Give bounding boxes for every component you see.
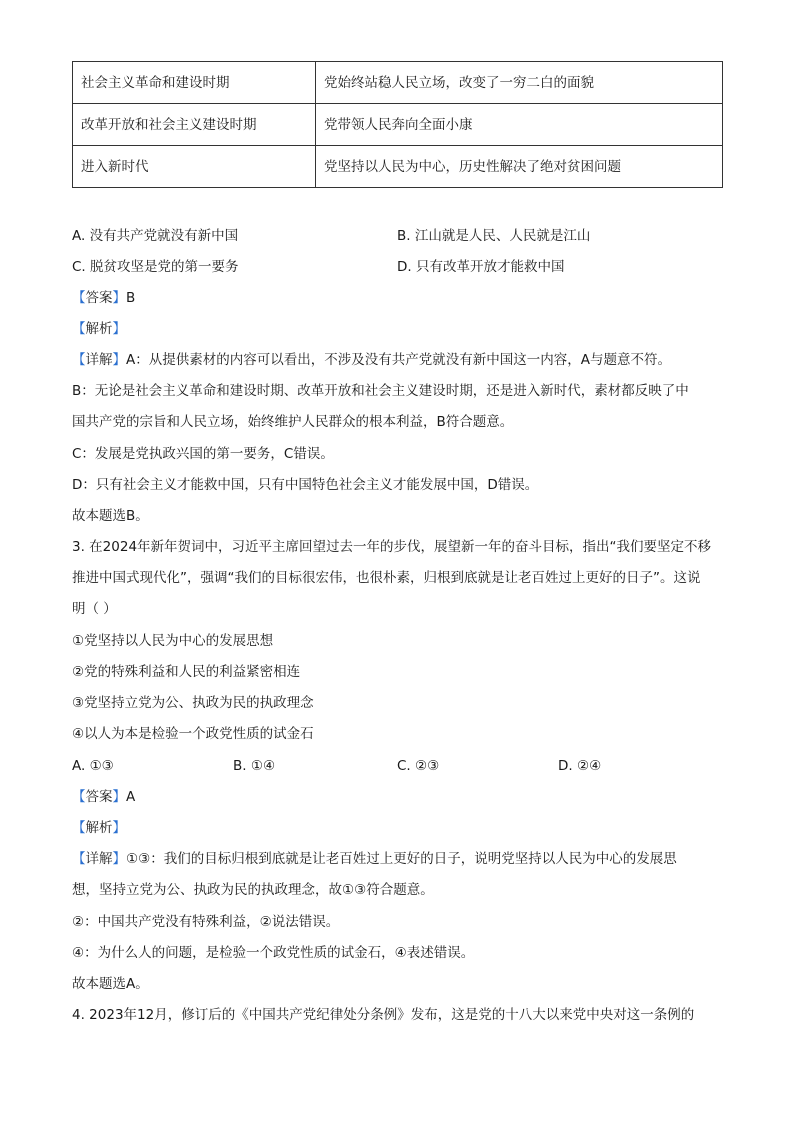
- table-cell-desc: 党带领人民奔向全面小康: [316, 104, 723, 146]
- q3-item: ①党坚持以人民为中心的发展思想: [72, 633, 274, 649]
- analysis-label: 解析: [85, 820, 113, 836]
- q2-option-c: C. 脱贫攻坚是党的第一要务: [72, 259, 239, 275]
- table-cell-desc: 党始终站稳人民立场，改变了一穷二白的面貌: [316, 62, 723, 104]
- q2-detail-line: 【详解】A：从提供素材的内容可以看出，不涉及没有共产党就没有新中国这一内容，A与题意不符。: [72, 352, 671, 368]
- q3-option-a: A. ①③: [72, 758, 114, 774]
- q3-item: ③党坚持立党为公、执政为民的执政理念: [72, 695, 314, 711]
- q3-detail-line: ②：中国共产党没有特殊利益，②说法错误。: [72, 914, 340, 930]
- table-cell-period: 进入新时代: [73, 146, 316, 188]
- detail-text: ①③：我们的目标归根到底就是让老百姓过上更好的日子，说明党坚持以人民为中心的发展思: [126, 851, 677, 867]
- answer-value: B: [126, 290, 136, 306]
- q2-detail-line: B：无论是社会主义革命和建设时期、改革开放和社会主义建设时期，还是进入新时代，素材都反映了中: [72, 383, 689, 399]
- q3-option-d: D. ②④: [558, 758, 602, 774]
- q3-conclusion: 故本题选A。: [72, 976, 149, 992]
- q3-item: ④以人为本是检验一个政党性质的试金石: [72, 726, 314, 742]
- table-row: [73, 62, 723, 104]
- q2-answer: 【答案】B: [72, 290, 136, 306]
- analysis-label: 解析: [85, 321, 113, 337]
- q3-option-c: C. ②③: [397, 758, 440, 774]
- q3-option-b: B. ①④: [233, 758, 276, 774]
- q2-option-b: B. 江山就是人民、人民就是江山: [397, 228, 591, 244]
- q2-option-a: A. 没有共产党就没有新中国: [72, 228, 239, 244]
- table-row: [73, 104, 723, 146]
- q3-detail-line: 【详解】①③：我们的目标归根到底就是让老百姓过上更好的日子，说明党坚持以人民为中心的发展思: [72, 851, 677, 867]
- q3-stem-line: 推进中国式现代化”，强调“我们的目标很宏伟，也很朴素，归根到底就是让老百姓过上更好的日子”。这说: [72, 570, 701, 586]
- answer-value: A: [126, 789, 136, 805]
- table-cell-period: 改革开放和社会主义建设时期: [73, 104, 316, 146]
- q3-stem-line: 3. 在2024年新年贺词中，习近平主席回望过去一年的步伐，展望新一年的奋斗目标，指出“我们要坚定不移: [72, 539, 712, 555]
- table-cell-period: 社会主义革命和建设时期: [73, 62, 316, 104]
- q2-detail-line: C：发展是党执政兴国的第一要务，C错误。: [72, 446, 334, 462]
- q2-detail-line: D：只有社会主义才能救中国，只有中国特色社会主义才能发展中国，D错误。: [72, 477, 539, 493]
- answer-label: 答案: [85, 789, 113, 805]
- q2-conclusion: 故本题选B。: [72, 508, 149, 524]
- q3-answer: 【答案】A: [72, 789, 136, 805]
- detail-text: A：从提供素材的内容可以看出，不涉及没有共产党就没有新中国这一内容，A与题意不符。: [126, 352, 671, 368]
- detail-label: 详解: [85, 352, 113, 368]
- q2-option-d: D. 只有改革开放才能救中国: [397, 259, 565, 275]
- q3-item: ②党的特殊利益和人民的利益紧密相连: [72, 664, 301, 680]
- table-row: [73, 146, 723, 188]
- detail-label: 详解: [85, 851, 113, 867]
- q3-detail-line: 想，坚持立党为公、执政为民的执政理念，故①③符合题意。: [72, 882, 434, 898]
- periods-table: [72, 61, 723, 188]
- q3-detail-line: ④：为什么人的问题，是检验一个政党性质的试金石，④表述错误。: [72, 945, 475, 961]
- q4-stem-line: 4. 2023年12月，修订后的《中国共产党纪律处分条例》发布，这是党的十八大以来党中央对这一条例的: [72, 1007, 695, 1023]
- q3-stem-line: 明（ ）: [72, 601, 117, 617]
- q3-analysis-heading: 【解析】: [72, 820, 126, 836]
- q2-analysis-heading: 【解析】: [72, 321, 126, 337]
- table-cell-desc: 党坚持以人民为中心，历史性解决了绝对贫困问题: [316, 146, 723, 188]
- answer-label: 答案: [85, 290, 113, 306]
- q2-detail-line: 国共产党的宗旨和人民立场，始终维护人民群众的根本利益，B符合题意。: [72, 414, 514, 430]
